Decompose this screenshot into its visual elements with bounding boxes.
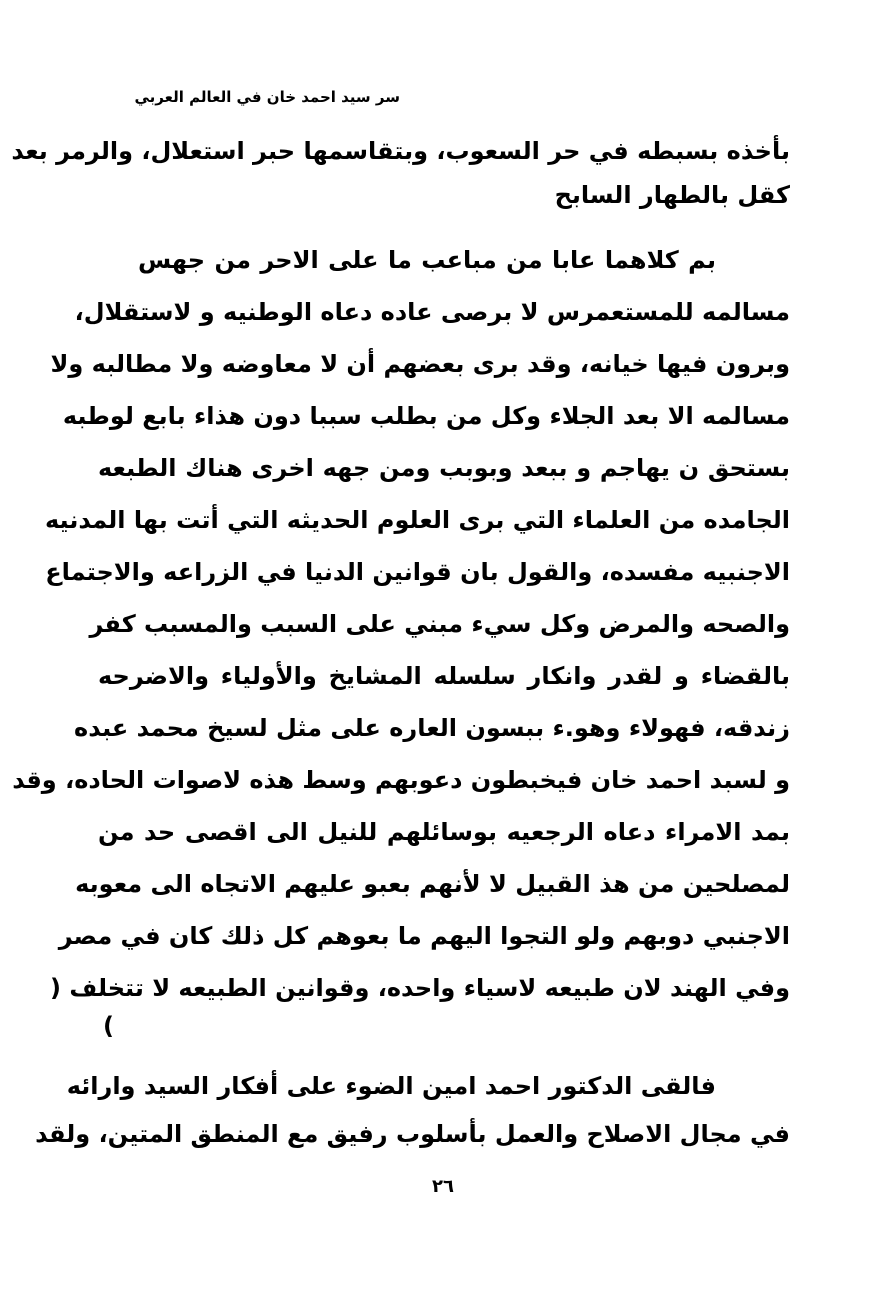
text-line: كقل بالطهار السابح xyxy=(554,181,790,209)
text-line: في مجال الاصلاح والعمل بأسلوب رفيق مع المنطق المتين، ولقد xyxy=(35,1120,790,1148)
text-line: مسالمه للمستعمرس لا برصى عاده دعاه الوطنيه و لاستقلال، xyxy=(74,298,790,326)
text-line: و لسبد احمد خان فيخبطون دعوبهم وسط هذه لاصوات الحاده، وقد xyxy=(12,766,790,794)
text-line: الاجنبي دوبهم ولو التجوا اليهم ما بعوهم كل ذلك كان في مصر xyxy=(58,922,790,950)
text-line: بالقضاء و لقدر وانكار سلسله المشايخ والأولياء والاضرحه xyxy=(98,662,790,690)
text-line: مسالمه الا بعد الجلاء وكل من بطلب سببا دون هذاء بابع لوطبه xyxy=(62,402,790,430)
text-line: ) xyxy=(103,1012,114,1040)
text-line: زندقه، فهولاء وهو.ء ببسون العاره على مثل لسيخ محمد عبده xyxy=(74,714,790,742)
text-line: لمصلحين من هذ القبيل لا لأنهم بعبو عليهم الاتجاه الى معوبه xyxy=(75,870,790,898)
running-header: سر سيد احمد خان في العالم العربي xyxy=(134,88,400,106)
text-line: الاجنبيه مفسده، والقول بان قوانين الدنيا في الزراعه والاجتماع xyxy=(45,558,790,586)
text-line: الجامده من العلماء التي برى العلوم الحديثه التي أتت بها المدنيه xyxy=(44,506,790,534)
text-line: وفي الهند لان طبيعه لاسياء واحده، وقوانين الطبيعه لا تتخلف ( xyxy=(50,974,790,1002)
page-number: ٢٦ xyxy=(432,1176,454,1197)
text-line: بأخذه بسبطه في حر السعوب، وبتقاسمها حبر استعلال، والرمر بعد xyxy=(11,137,790,165)
paragraph-first-line: فالقى الدكتور احمد امين الضوء على أفكار السيد وارائه xyxy=(66,1072,716,1100)
text-line: والصحه والمرض وكل سيء مبني على السبب والمسبب كفر xyxy=(89,610,790,638)
text-line: بمد الامراء دعاه الرجعيه بوسائلهم للنيل الى اقصى حد من xyxy=(98,818,790,846)
text-line: وبرون فيها خيانه، وقد برى بعضهم أن لا معاوضه ولا مطالبه ولا xyxy=(50,350,790,378)
text-line: بستحق ن يهاجم و ببعد وبوبب ومن جهه اخرى هناك الطبعه xyxy=(98,454,790,482)
paragraph-first-line: بم كلاهما عابا من مباعب ما على الاحر من جهس xyxy=(138,246,716,274)
